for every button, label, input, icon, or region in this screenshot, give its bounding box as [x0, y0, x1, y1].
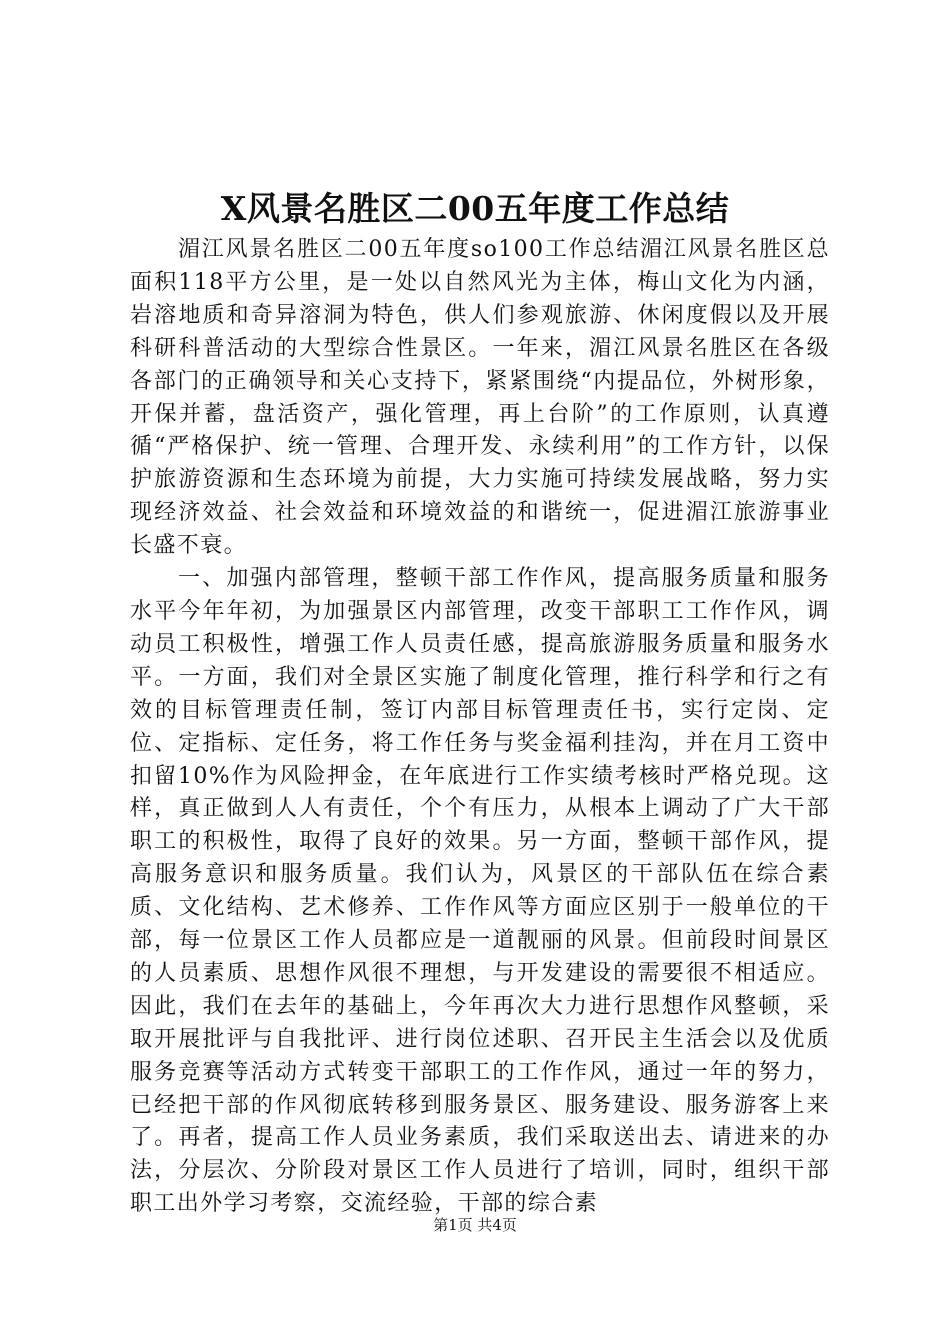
document-body — [130, 234, 830, 1221]
paragraph-section-1: 一、加强内部管理，整顿干部工作作风，提高服务质量和服务水平今年年初，为加强景区内部管理，改变干部职工工作作风，调动员工积极性，增强工作人员责任感，提高旅游服务质量和服务水平。一方面，我们对全景区实施了制度化管理，推行科学和行之有效的目标管理责任制，签订内部目标管理责任书，实行定岗、定位、定指标、定任务，将工作任务与奖金福利挂沟，并在月工资中扣留10%作为风险押金，在年底进行工作实绩考核时严格兑现。这样，真正做到人人有责任，个个有压力，从根本上调动了广大干部职工的积极性，取得了良好的效果。另一方面，整顿干部作风，提高服务意识和服务质量。我们认为，风景区的干部队伍在综合素质、文化结构、艺术修养、工作作风等方面应区别于一般单位的干部，每一位景区工作人员都应是一道靓丽的风景。但前段时间景区的人员素质、思想作风很不理想，与开发建设的需要很不相适应。因此，我们在去年的基础上，今年再次大力进行思想作风整顿，采取开展批评与自我批评、进行岗位述职、召开民主生活会以及优质服务竞赛等活动方式转变干部职工的工作作风，通过一年的努力，已经把干部的作风彻底转移到服务景区、服务建设、服务游客上来了。再者，提高工作人员业务素质，我们采取送出去、请进来的办法，分层次、分阶段对景区工作人员进行了培训，同时，组织干部职工出外学习考察，交流经验，干部的综合素 — [130, 566, 830, 1217]
paragraph-intro: 湄江风景名胜区二00五年度so100工作总结湄江风景名胜区总面积118平方公里，是一处以自然风光为主体，梅山文化为内涵，岩溶地质和奇异溶洞为特色，供人们参观旅游、休闲度假以及开展科研科普活动的大型综合性景区。一年来，湄江风景名胜区在各级各部门的正确领导和关心支持下，紧紧围绕“内提品位，外树形象，开保并蓄，盘活资产，强化管理，再上台阶”的工作原则，认真遵循“严格保护、统一管理、合理开发、永续利用”的工作方针，以保护旅游资源和生态环境为前提，大力实施可持续发展战略，努力实现经济效益、社会效益和环境效益的和谐统一，促进湄江旅游事业长盛不衰。 — [130, 237, 830, 559]
page-footer: 第1页 共4页 — [433, 1216, 517, 1234]
document-title: X风景名胜区二00五年度工作总结 — [220, 189, 730, 228]
